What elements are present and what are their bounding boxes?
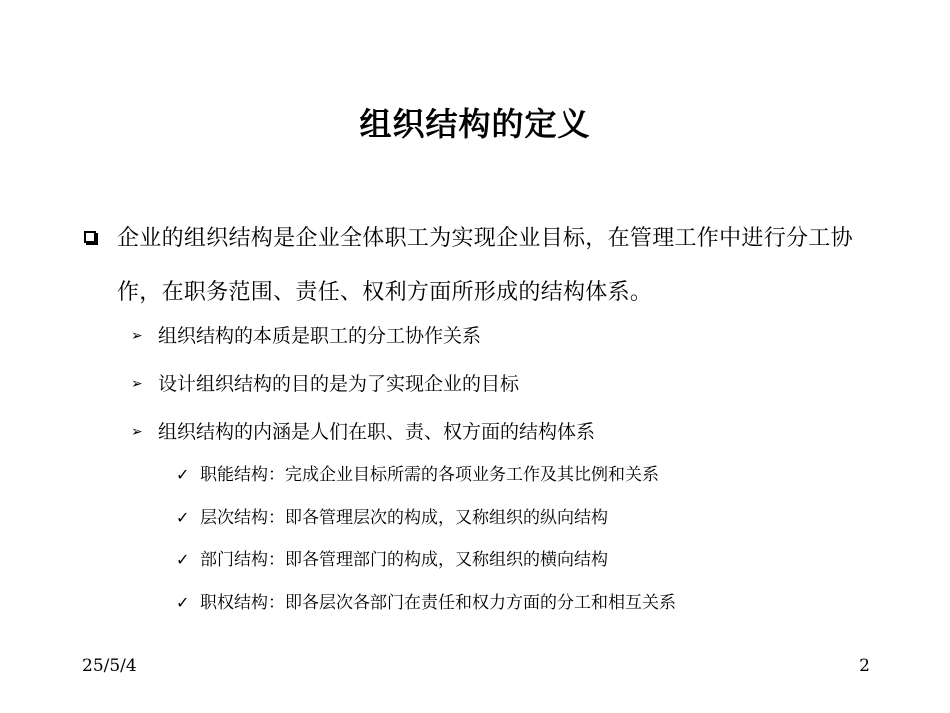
sub-bullet-text: 设计组织结构的目的是为了实现企业的目标	[158, 373, 520, 395]
footer-date: 25/5/4	[82, 656, 137, 676]
main-bullet-point	[84, 222, 874, 320]
arrowhead-icon: ➢	[131, 328, 143, 344]
arrowhead-icon: ➢	[131, 376, 143, 392]
detail-bullet-text: 职能结构：完成企业目标所需的各项业务工作及其比例和关系	[200, 465, 659, 485]
detail-bullet-point	[176, 462, 836, 488]
hollow-square-icon	[84, 231, 96, 243]
detail-bullet-text: 层次结构：即各管理层次的构成，又称组织的纵向结构	[200, 508, 608, 528]
checkmark-icon: ✓	[176, 593, 190, 612]
detail-bullet-text: 职权结构：即各层次各部门在责任和权力方面的分工和相互关系	[200, 593, 676, 613]
sub-bullet-point	[131, 322, 831, 350]
detail-bullet-point	[176, 505, 836, 531]
checkmark-icon: ✓	[176, 550, 190, 569]
detail-bullet-point	[176, 590, 836, 616]
slide-title: 组织结构的定义	[359, 105, 591, 143]
checkmark-icon: ✓	[176, 508, 190, 527]
sub-bullet-point	[131, 370, 831, 398]
arrowhead-icon: ➢	[131, 424, 143, 440]
main-bullet-text: 企业的组织结构是企业全体职工为实现企业目标，在管理工作中进行分工协作，在职务范围、责任、权利方面所形成的结构体系。	[117, 226, 853, 305]
sub-bullet-text: 组织结构的内涵是人们在职、责、权方面的结构体系	[158, 421, 596, 443]
checkmark-icon: ✓	[176, 465, 190, 484]
sub-bullet-point	[131, 418, 831, 446]
page-number: 2	[859, 656, 870, 676]
sub-bullet-text: 组织结构的本质是职工的分工协作关系	[158, 325, 482, 347]
detail-bullet-point	[176, 547, 836, 573]
detail-bullet-text: 部门结构：即各管理部门的构成，又称组织的横向结构	[200, 550, 608, 570]
